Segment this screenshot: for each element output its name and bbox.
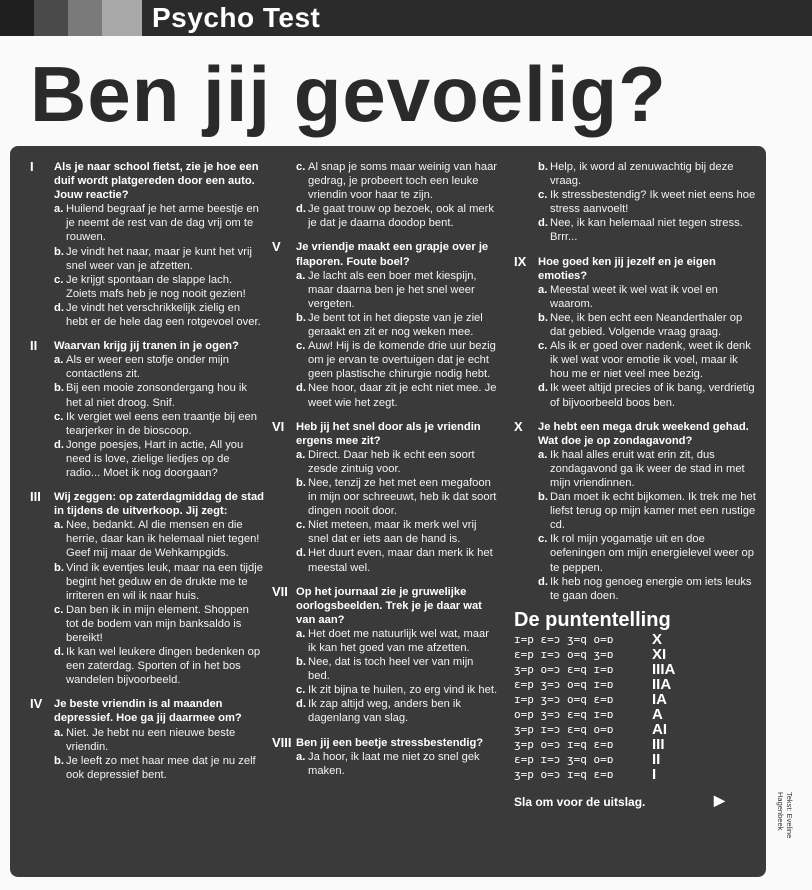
option-a: a. Je lacht als een boer met kiespijn, maar daarna ben je het snel weer vergeten. [296,269,477,310]
option-d: d. Ik kan wel leukere dingen bedenken op een zaterdag. Sporten of in het bos wandelen bijvoorbeeld. [54,646,261,687]
scoring-row [514,723,758,738]
scoring-range: IA [652,691,667,709]
question-4-continued [272,160,498,230]
option-a: a. Ik haal alles eruit wat erin zit, dus zondagavond ga ik weer de stad in met mijn vriendinnen. [538,448,745,489]
scoring-title: De puntentelling [514,608,671,631]
option-c: c. Ik rol mijn yogamatje uit en doe oefeningen om mijn energielevel weer op te peppen. [538,533,754,574]
option-d: d. Ik heb nog genoeg energie om iets leuks te gaan doen. [538,575,752,602]
option-d: d. Nee, ik kan helemaal niet tegen stress. Brrr... [538,217,743,244]
scoring-row [514,693,758,708]
option-d: d. Jonge poesjes, Hart in actie, All you need is love, zielige liedjes op de radio... Moet ik nog doorgaan? [54,438,244,479]
option-d: d. Ik weet altijd precies of ik bang, verdrietig of bijvoorbeeld boos ben. [538,382,755,409]
scoring-key: o=p ʒ=ɔ ɛ=q ɪ=ɒ [514,708,614,722]
option-d: d. Ik zap altijd weg, anders ben ik dagenlang van slag. [296,698,461,725]
question-text: Je vriendje maakt een grapje over je flaporen. Foute boel? [296,241,489,268]
option-c: c. Ik zit bijna te huilen, zo erg vind ik het. [296,684,498,697]
question-8 [272,736,498,778]
question-number: III [30,489,41,505]
option-b: b. Je leeft zo met haar mee dat je nu zelf ook depressief bent. [54,754,256,781]
question-text: Als je naar school fietst, zie je hoe een duif wordt platgereden door een auto. Jouw reactie? [54,161,259,202]
scoring-key: ɪ=p ʒ=ɔ o=q ɛ=ɒ [514,693,614,707]
scoring-key: ɪ=p ɛ=ɔ ʒ=q o=ɒ [514,633,614,647]
option-d: d. Nee hoor, daar zit je echt niet mee. Je weet wie het zegt. [296,382,497,409]
scoring-range: III [652,736,665,754]
scoring-range: A [652,706,663,724]
option-b: b. Je bent tot in het diepste van je ziel geraakt en zit er nog weken mee. [296,311,483,339]
arrow-right-icon: ▶ [714,791,725,808]
scoring-range: IIA [652,676,672,694]
scoring-row [514,768,758,783]
question-8-continued [514,160,758,245]
option-c: c. Ik vergiet wel eens een traantje bij een tearjerker in de bioscoop. [54,410,257,437]
option-d: d. Het duurt even, maar dan merk ik het meestal wel. [296,547,493,574]
scoring-key: ɛ=p ʒ=ɔ o=q ɪ=ɒ [514,678,614,692]
question-text: Heb jij het snel door als je vriendin ergens mee zit? [296,420,481,447]
scoring-row [514,738,758,753]
column-1 [30,160,264,792]
option-c: c. Ik stressbestendig? Ik weet niet eens hoe stress aanvoelt! [538,189,756,216]
option-a: a. Direct. Daar heb ik echt een soort zesde zintuig voor. [296,448,475,475]
scoring-range: IIIA [652,661,676,679]
option-d: d. Je vindt het verschrikkelijk zielig en hebt er de hele dag een rotgevoel over. [54,301,261,329]
scoring-row [514,633,758,648]
option-c: c. Dan ben ik in mijn element. Shoppen tot de bodem van mijn banksaldo is bereikt! [54,603,249,644]
scoring-range: XI [652,646,667,664]
option-a: a. Als er weer een stofje onder mijn contactlens zit. [54,354,229,381]
scoring-range: II [652,751,661,769]
option-c: c. Al snap je soms maar weinig van haar gedrag, je probeert toch een leuke vriendin voor haar te zijn. [296,161,498,202]
scoring-row [514,663,758,678]
section-kicker: Psycho Test [152,2,321,33]
option-b: b. Dan moet ik echt bijkomen. Ik trek me het liefst terug op mijn kamer met een rustige cd. [538,491,756,532]
page-title: Ben jij gevoelig? [30,50,667,138]
option-a: a. Niet. Je hebt nu een nieuwe beste vriendin. [54,726,236,753]
scoring-row [514,708,758,723]
question-text: Op het journaal zie je gruwelijke oorlogsbeelden. Trek je je daar wat van aan? [296,585,482,626]
scoring-key: ʒ=p o=ɔ ɛ=q ɪ=ɒ [514,663,614,677]
question-number: I [30,159,34,174]
option-a: a. Ja hoor, ik laat me niet zo snel gek maken. [296,750,480,777]
question-text: Waarvan krijg jij tranen in je ogen? [54,340,239,353]
option-a: a. Nee, bedankt. Al die mensen en die herrie, daar kan ik helemaal niet tegen! Geef mij maar de Wehkampgids. [54,519,260,560]
option-b: b. Vind ik eventjes leuk, maar na een tijdje begint het geduw en de drukte me te irriteren en wil ik naar huis. [54,561,263,602]
scoring-key: ʒ=p o=ɔ ɪ=q ɛ=ɒ [514,738,614,752]
header-bar [0,0,812,36]
option-b: b. Help, ik word al zenuwachtig bij deze vraag. [538,161,734,188]
scoring-row [514,753,758,768]
question-6 [272,420,498,575]
question-number: V [272,239,281,255]
scoring-table [514,633,758,783]
text-credit: Tekst: Eveline Hagenbeek [776,792,794,839]
scoring-range: X [652,631,663,649]
option-c: c. Niet meteen, maar ik merk wel vrij snel dat er iets aan de hand is. [296,519,477,546]
header-square-2 [34,0,68,36]
question-text: Je hebt een mega druk weekend gehad. Wat doe je op zondagavond? [538,420,749,447]
question-number: VI [272,418,285,434]
option-b: b. Bij een mooie zonsondergang hou ik het al niet droog. Snif. [54,382,247,409]
question-1 [30,160,264,329]
question-text: Ben jij een beetje stressbestendig? [296,736,484,749]
column-3 [514,160,758,809]
header-square-3 [68,0,102,36]
turn-page-note [514,791,758,809]
option-a: a. Meestal weet ik wel wat ik voel en waarom. [538,283,718,310]
question-text: Wij zeggen: op zaterdagmiddag de stad in tijdens de uitverkoop. Jij zegt: [54,491,264,518]
question-number: VIII [272,734,292,750]
option-b: b. Nee, tenzij ze het met een megafoon in mijn oor schreeuwt, heb ik dat soort dingen nooit door. [296,476,497,518]
question-text: Je beste vriendin is al maanden depressief. Hoe ga jij daarmee om? [54,698,242,725]
scoring-range: I [652,766,657,784]
question-9 [514,255,758,410]
option-d: d. Je gaat trouw op bezoek, ook al merk je dat je daarna doodop bent. [296,203,494,230]
question-number: VII [272,583,288,599]
option-c: c. Auw! Hij is de komende drie uur bezig om je ervan te overtuigen dat je echt geen plastische chirurgie nodig hebt. [296,340,496,381]
scoring-key: ʒ=p o=ɔ ɪ=q ɛ=ɒ [514,768,614,782]
option-a: a. Het doet me natuurlijk wel wat, maar ik kan het goed van me afzetten. [296,627,489,654]
question-4 [30,697,264,782]
option-a: a. Huilend begraaf je het arme beestje en je neemt de rest van de dag vrij om te rouwen. [54,203,259,244]
header-square-4 [102,0,142,36]
question-3 [30,490,264,687]
scoring-key: ɛ=p ɪ=ɔ o=q ʒ=ɒ [514,648,614,662]
question-number: II [30,338,38,354]
scoring-row [514,678,758,693]
option-b: b. Nee, dat is toch heel ver van mijn bed. [296,656,474,683]
scoring-range: AI [652,721,667,739]
question-2 [30,339,264,480]
option-b: b. Je vindt het naar, maar je kunt het vrij snel weer van je afzetten. [54,245,252,272]
question-7 [272,585,498,726]
question-number: IX [514,253,527,269]
question-text: Hoe goed ken jij jezelf en je eigen emoties? [538,255,716,282]
question-number: X [514,418,523,434]
question-number: IV [30,696,43,712]
question-5 [272,240,498,409]
header-square-1 [0,0,34,36]
scoring-key: ɛ=p ɪ=ɔ ʒ=q o=ɒ [514,753,614,767]
option-c: c. Je krijgt spontaan de slappe lach. Zoiets mafs heb je nog nooit gezien! [54,273,246,300]
option-c: c. Als ik er goed over nadenk, weet ik denk ik wel wat voor emotie ik voel, maar ik hou me er niet veel mee bezig. [538,340,751,381]
turn-page-text: Sla om voor de uitslag. [514,794,646,809]
scoring-row [514,648,758,663]
scoring-key: ʒ=p ɪ=ɔ ɛ=q o=ɒ [514,723,614,737]
option-b: b. Nee, ik ben echt een Neanderthaler op dat gebied. Volgende vraag graag. [538,311,743,339]
column-2 [272,160,498,788]
question-10 [514,420,758,603]
